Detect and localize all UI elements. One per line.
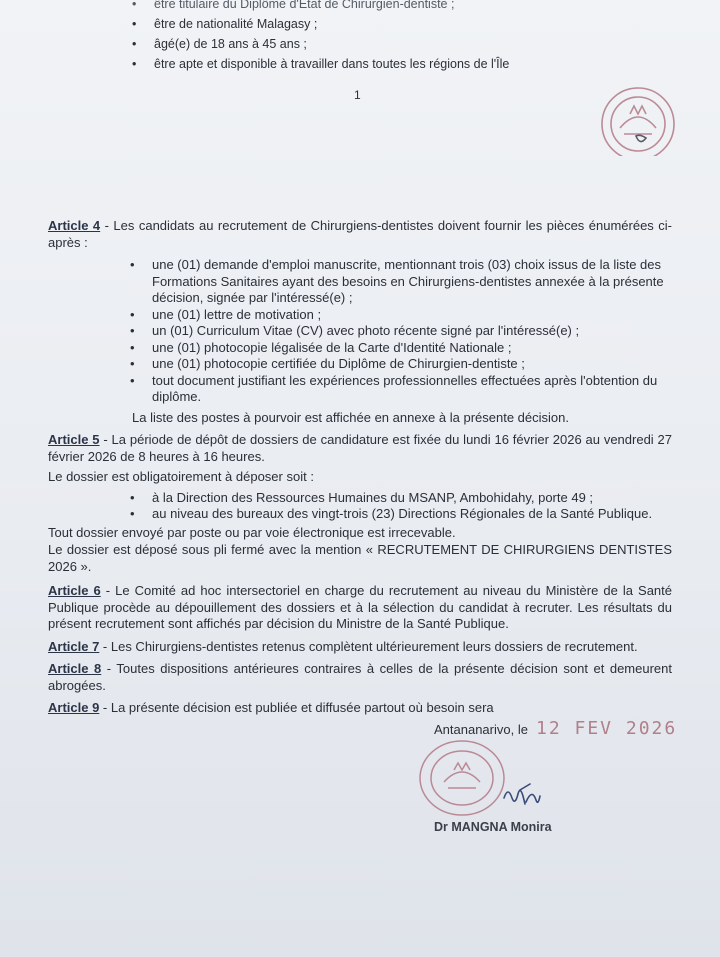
date-stamp: 12 FEV 2026 bbox=[536, 718, 678, 739]
deposit-rule: Tout dossier envoyé par poste ou par voie électronique est irrecevable. bbox=[48, 524, 456, 540]
list-item: • un (01) Curriculum Vitae (CV) avec photo récente signé par l'intéressé(e) ; bbox=[152, 323, 672, 340]
article-label: Article 6 bbox=[48, 583, 101, 598]
signature-icon bbox=[500, 780, 542, 810]
article-8 bbox=[48, 661, 672, 694]
documents-list bbox=[48, 257, 672, 406]
article-label: Article 5 bbox=[48, 432, 100, 447]
article-text: - Les Chirurgiens-dentistes retenus complètent ultérieurement leurs dossiers de recrutement. bbox=[99, 638, 638, 654]
deposit-lead: Le dossier est obligatoirement à déposer soit : bbox=[48, 469, 314, 484]
article-label: Article 7 bbox=[48, 638, 100, 654]
eligibility-list bbox=[130, 0, 690, 74]
article-label: Article 8 bbox=[48, 661, 102, 676]
list-item: • une (01) lettre de motivation ; bbox=[152, 307, 672, 324]
list-item: • être apte et disponible à travailler dans toutes les régions de l'Île bbox=[130, 54, 690, 74]
deposit-locations bbox=[48, 490, 672, 523]
article-text: - Les candidats au recrutement de Chirurgiens-dentistes doivent fournir les pièces énumérées ci-après : bbox=[48, 218, 672, 250]
list-item: • être titulaire du Diplôme d'Etat de Chirurgien-dentiste ; bbox=[130, 0, 690, 14]
article-text: - La présente décision est publiée et diffusée partout où besoin sera bbox=[99, 700, 494, 715]
posts-note: La liste des postes à pourvoir est affichée en annexe à la présente décision. bbox=[132, 409, 569, 425]
place-date: Antananarivo, le bbox=[434, 722, 528, 737]
article-label: Article 4 bbox=[48, 218, 101, 233]
article-4 bbox=[48, 218, 672, 251]
article-label: Article 9 bbox=[48, 700, 100, 715]
list-item: • être de nationalité Malagasy ; bbox=[130, 14, 690, 34]
list-item: • une (01) photocopie légalisée de la Carte d'Identité Nationale ; bbox=[152, 340, 672, 357]
signatory-name: Dr MANGNA Monira bbox=[434, 820, 552, 834]
page-number: 1 bbox=[354, 88, 361, 102]
article-6 bbox=[48, 583, 672, 633]
list-item: • tout document justifiant les expériences professionnelles effectuées après l'obtention du diplôme. bbox=[152, 373, 672, 406]
ministry-stamp-icon bbox=[416, 738, 508, 818]
article-7 bbox=[48, 639, 672, 656]
list-item: • une (01) demande d'emploi manuscrite, mentionnant trois (03) choix issus de la liste des Formations Sanitaires ayant des besoins en Chirurgiens-dentistes annexée à la présente décision, signée par l'intéressé(e) ; bbox=[152, 257, 672, 307]
official-seal-icon bbox=[590, 84, 686, 156]
article-text: - La période de dépôt de dossiers de candidature est fixée du lundi 16 février 2026 au vendredi 27 février 2026 de 8 heures à 16 heures. bbox=[48, 432, 672, 464]
article-text: - Le Comité ad hoc intersectoriel en charge du recrutement au niveau du Ministère de la Santé Publique procède au dépouillement des dossiers et à la sélection du candidat à recruter. Les résultats du présent recrutement sont affichés par décision du Ministre de la Santé Publique. bbox=[48, 583, 672, 631]
article-5 bbox=[48, 432, 672, 465]
list-item: • à la Direction des Ressources Humaines du MSANP, Ambohidahy, porte 49 ; bbox=[152, 490, 672, 507]
decision-body bbox=[48, 218, 672, 723]
deposit-mention: Le dossier est déposé sous pli fermé avec la mention « RECRUTEMENT DE CHIRURGIENS DENTISTES 2026 ». bbox=[48, 542, 672, 574]
article-text: - Toutes dispositions antérieures contraires à celles de la présente décision sont et demeurent abrogées. bbox=[48, 661, 672, 693]
list-item: • une (01) photocopie certifiée du Diplôme de Chirurgien-dentiste ; bbox=[152, 356, 672, 373]
list-item: • au niveau des bureaux des vingt-trois (23) Directions Régionales de la Santé Publique. bbox=[152, 506, 672, 523]
article-9 bbox=[48, 700, 672, 717]
list-item: • âgé(e) de 18 ans à 45 ans ; bbox=[130, 34, 690, 54]
